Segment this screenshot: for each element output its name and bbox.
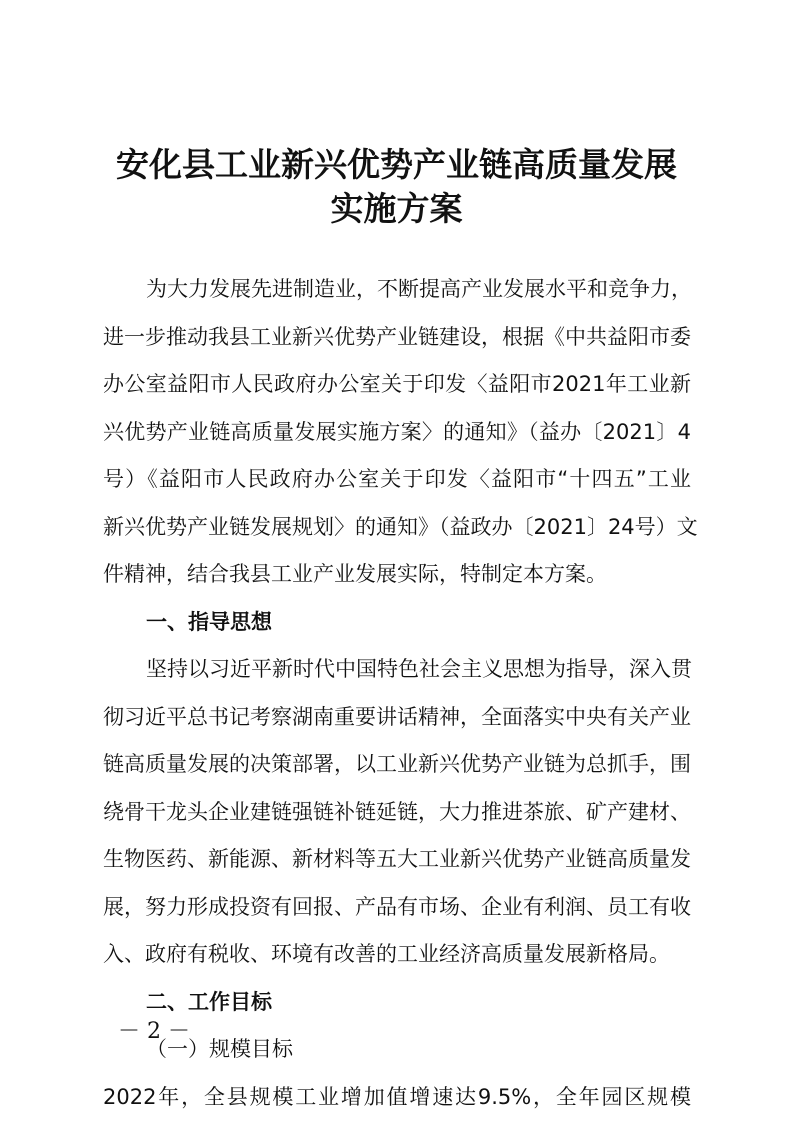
section-1-line-3: 链高质量发展的决策部署，以工业新兴优势产业链为总抓手，围 — [103, 752, 691, 776]
section-2-subheading: （一）规模目标 — [146, 1037, 293, 1061]
section-2-heading: 二、工作目标 — [146, 990, 272, 1014]
intro-line-2: 进一步推动我县工业新兴优势产业链建设，根据《中共益阳市委 — [103, 325, 691, 349]
section-2-line-1: 2022年，全县规模工业增加值增速达9.5%，全年园区规模 — [103, 1085, 691, 1109]
intro-line-6: 新兴优势产业链发展规划〉的通知》（益政办〔2021〕24号）文 — [103, 515, 698, 539]
section-1-line-7: 入、政府有税收、环境有改善的工业经济高质量发展新格局。 — [103, 942, 670, 966]
section-1-line-4: 绕骨干龙头企业建链强链补链延链，大力推进茶旅、矿产建材、 — [103, 800, 691, 824]
intro-line-1: 为大力发展先进制造业，不断提高产业发展水平和竞争力， — [146, 277, 692, 301]
section-1-line-2: 彻习近平总书记考察湖南重要讲话精神，全面落实中央有关产业 — [103, 705, 691, 729]
document-title-line-2: 实施方案 — [330, 189, 463, 228]
intro-line-7: 件精神，结合我县工业产业发展实际，特制定本方案。 — [103, 562, 607, 586]
section-1-line-6: 展，努力形成投资有回报、产品有市场、企业有利润、员工有收 — [103, 895, 691, 919]
section-1-heading: 一、指导思想 — [146, 610, 272, 634]
document-title-line-1: 安化县工业新兴优势产业链高质量发展 — [116, 145, 677, 184]
page-number: － 2 － — [118, 1019, 190, 1044]
intro-line-4: 兴优势产业链高质量发展实施方案〉的通知》（益办〔2021〕4 — [103, 420, 691, 444]
section-1-line-1: 坚持以习近平新时代中国特色社会主义思想为指导，深入贯 — [146, 657, 692, 681]
section-1-line-5: 生物医药、新能源、新材料等五大工业新兴优势产业链高质量发 — [103, 847, 691, 871]
intro-line-3: 办公室益阳市人民政府办公室关于印发〈益阳市2021年工业新 — [103, 372, 691, 396]
intro-line-5: 号）《益阳市人民政府办公室关于印发〈益阳市“十四五”工业 — [103, 467, 691, 491]
